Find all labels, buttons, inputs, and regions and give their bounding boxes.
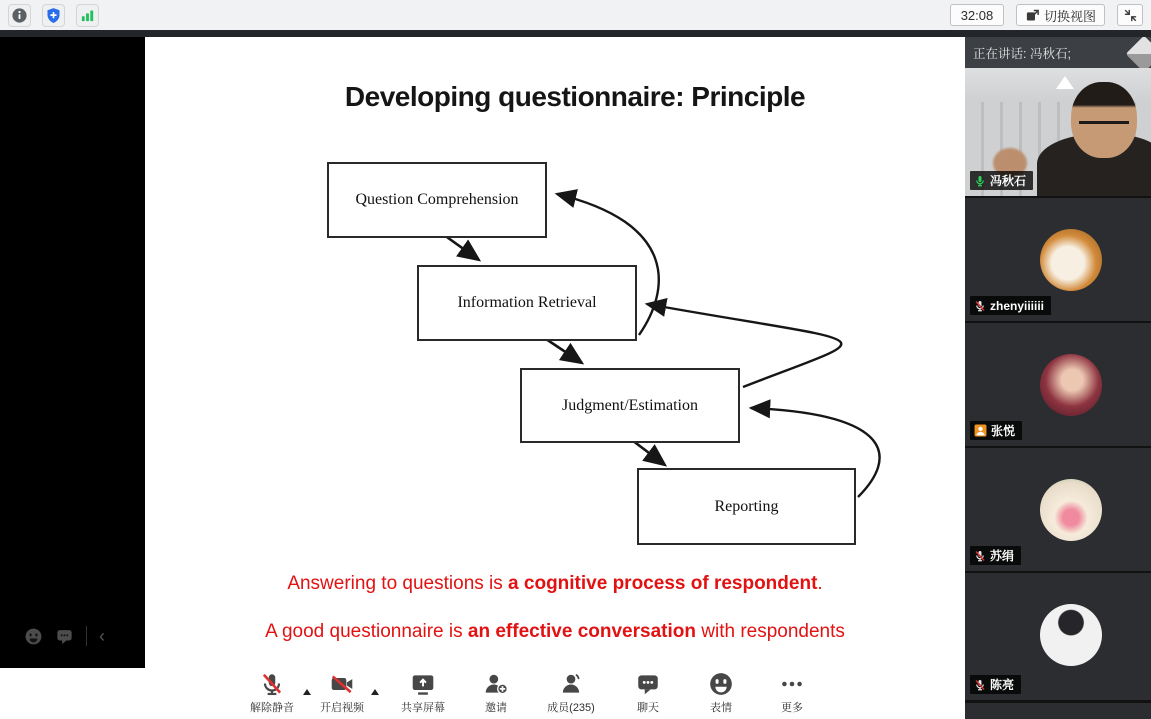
flow-box-reporting: [637, 468, 856, 545]
chat-button[interactable]: [613, 671, 683, 715]
note-text: with respondents: [695, 621, 845, 642]
top-bar-right: [950, 4, 1143, 26]
participant-name: 张悦: [991, 424, 1016, 438]
participant-tile-fengqiushi[interactable]: [965, 68, 1151, 196]
exit-fullscreen-button[interactable]: [1117, 4, 1143, 26]
note-bold-text: a cognitive process of respondent: [508, 573, 818, 594]
top-bar-left: [8, 4, 99, 27]
flow-box-label: Question Comprehension: [355, 191, 519, 208]
left-panel-icons: [24, 626, 105, 646]
left-panel: [0, 37, 145, 668]
camera-off-icon: [329, 671, 355, 697]
participant-tile-zhenyi[interactable]: [965, 198, 1151, 321]
mic-muted-icon: [974, 679, 986, 691]
members-icon: [558, 671, 584, 697]
mic-on-icon: [974, 175, 986, 187]
unmute-button[interactable]: [237, 671, 307, 715]
participant-name-badge: [970, 171, 1033, 190]
chat-bubble-icon[interactable]: [55, 627, 74, 646]
tool-label: 解除静音: [250, 702, 294, 714]
participant-name: 苏绢: [990, 549, 1015, 563]
participant-name: zhenyiiiiii: [990, 298, 1045, 313]
participant-tile-partial[interactable]: [965, 703, 1151, 719]
meeting-timer: 32:08: [950, 4, 1004, 26]
emoji-icon: [708, 671, 734, 697]
emoji-reaction-icon[interactable]: [24, 627, 43, 646]
app-logo: [1126, 37, 1151, 68]
participant-avatar: [1040, 479, 1102, 541]
participant-avatar: [1040, 229, 1102, 291]
top-bar: [0, 0, 1151, 30]
participant-tile-sujuan[interactable]: [965, 448, 1151, 571]
participant-name-badge: [970, 546, 1021, 565]
flow-box-label: Reporting: [714, 497, 779, 515]
chat-icon: [635, 671, 661, 697]
window-divider: [0, 30, 1151, 37]
shield-plus-icon: [45, 7, 62, 24]
invite-button[interactable]: [461, 671, 531, 715]
participant-name-badge: [970, 421, 1022, 440]
share-screen-icon: [410, 671, 436, 697]
tool-label: 开启视频: [320, 702, 364, 714]
tool-label: 邀请: [485, 702, 507, 714]
info-icon: [11, 7, 28, 24]
exit-fullscreen-icon: [1123, 8, 1138, 23]
security-shield-button[interactable]: [42, 4, 65, 27]
meeting-toolbar: [0, 668, 965, 719]
switch-view-label: 切换视图: [1043, 8, 1096, 24]
participant-name-badge: [970, 675, 1021, 694]
network-signal-button[interactable]: [76, 4, 99, 27]
tool-label: 共享屏幕: [401, 702, 445, 714]
invite-icon: [483, 671, 509, 697]
video-options-arrow[interactable]: [371, 689, 379, 695]
tool-label: 表情: [710, 702, 732, 714]
signal-bars-icon: [79, 7, 96, 24]
participant-name: 冯秋石: [990, 174, 1027, 188]
share-screen-button[interactable]: [388, 671, 458, 715]
switch-view-button[interactable]: [1016, 4, 1105, 26]
scroll-up-indicator[interactable]: [1056, 76, 1074, 89]
flow-box-information-retrieval: [417, 265, 637, 341]
slide-title: Developing questionnaire: Principle: [344, 81, 806, 112]
no-audio-user-icon: [974, 424, 987, 437]
mic-muted-icon: [974, 300, 986, 312]
note-text: .: [817, 573, 823, 594]
tool-label: 成员(235): [547, 702, 595, 714]
tool-label: 更多: [781, 702, 803, 714]
mic-muted-icon: [974, 550, 986, 562]
participant-name-badge: [970, 296, 1051, 315]
participant-avatar: [1040, 354, 1102, 416]
note-text: A good questionnaire is: [265, 621, 468, 642]
start-video-button[interactable]: [307, 671, 377, 715]
slide-note-2: [145, 621, 965, 643]
note-bold-text: an effective conversation: [467, 621, 696, 642]
more-button[interactable]: [757, 671, 827, 715]
participant-tile-zhangyue[interactable]: [965, 323, 1151, 446]
note-text: Answering to questions is: [287, 573, 509, 594]
info-button[interactable]: [8, 4, 31, 27]
switch-view-icon: [1025, 8, 1040, 23]
speaking-text: 正在讲话: 冯秋石;: [973, 46, 1071, 61]
more-icon: [779, 671, 805, 697]
flow-box-label: Judgment/Estimation: [562, 396, 698, 414]
slide-note-1: [145, 573, 965, 595]
participant-avatar: [1040, 604, 1102, 666]
flow-box-question-comprehension: [327, 162, 547, 238]
microphone-muted-icon: [259, 671, 285, 697]
flow-box-label: Information Retrieval: [457, 294, 597, 311]
video-person-glasses: [1079, 111, 1129, 124]
participant-name: 陈亮: [990, 678, 1015, 692]
members-button[interactable]: [536, 671, 606, 715]
participant-tile-chenliang[interactable]: [965, 573, 1151, 700]
emoji-button[interactable]: [686, 671, 756, 715]
participants-sidebar: [965, 37, 1151, 719]
collapse-left-chevron[interactable]: ‹: [99, 626, 105, 646]
speaking-banner: [965, 37, 1151, 68]
flow-box-judgment-estimation: [520, 368, 740, 443]
shared-slide: [145, 37, 965, 719]
tool-label: 聊天: [637, 702, 659, 714]
divider: [86, 626, 87, 646]
